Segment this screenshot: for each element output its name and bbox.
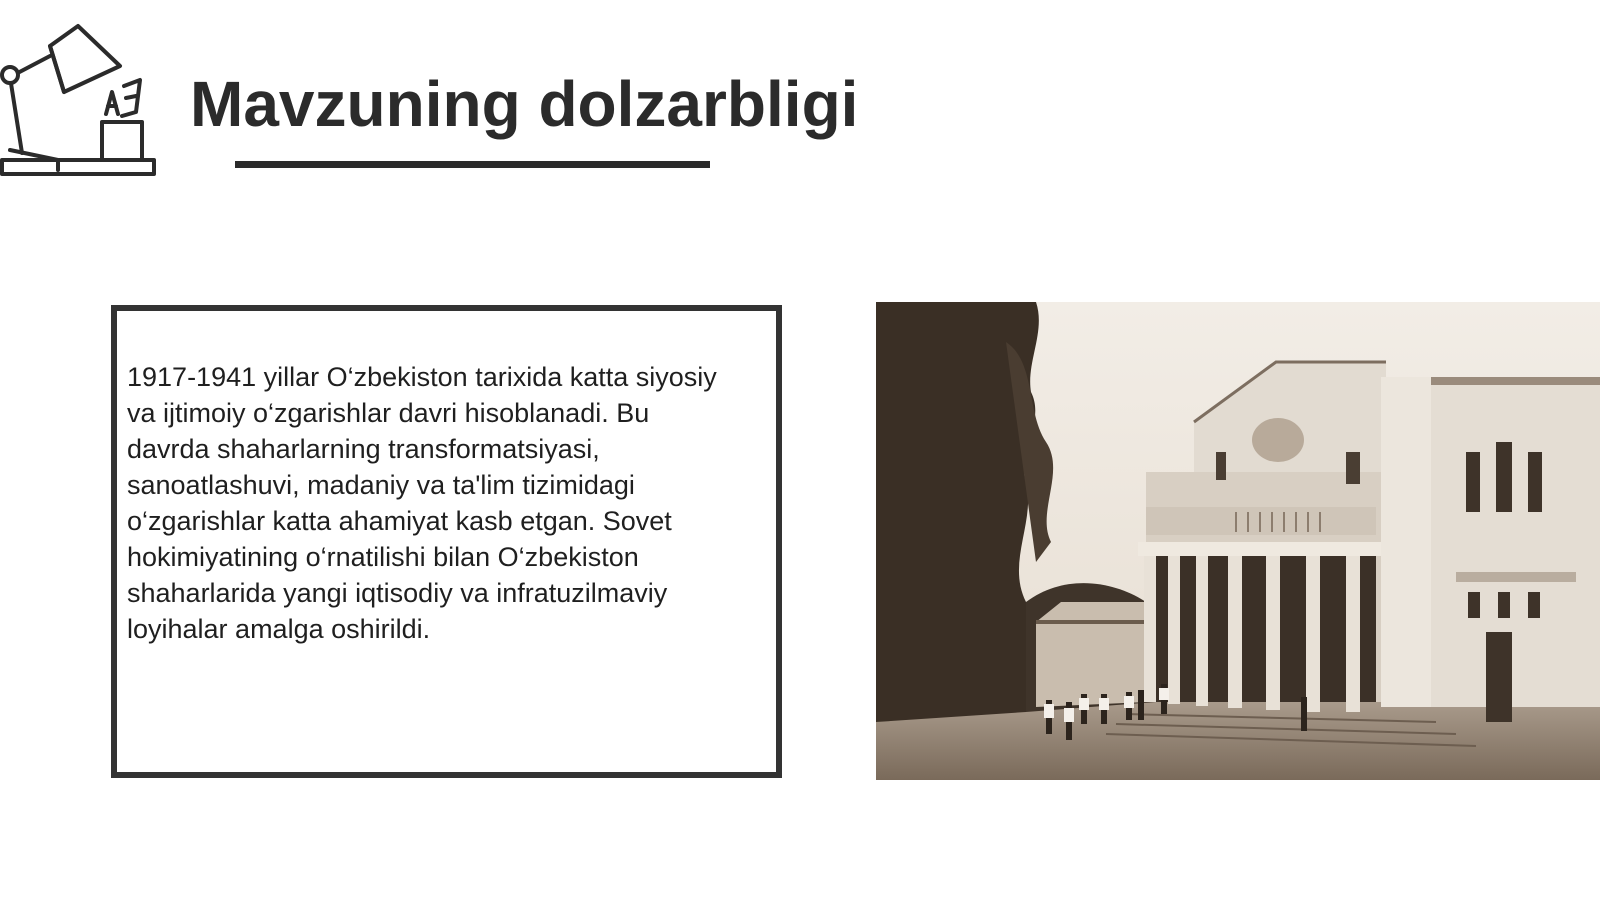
desk-lamp-icon <box>0 20 160 182</box>
slide-title: Mavzuning dolzarbligi <box>190 68 859 140</box>
historic-building-photo <box>876 302 1600 780</box>
text-box <box>111 305 782 778</box>
body-text: 1917-1941 yillar O‘zbekiston tarixida katta siyosiy va ijtimoiy o‘zgarishlar davri hisoblanadi. Bu davrda shaharlarning transformatsiyasi, sanoatlashuvi, madaniy va ta'lim tizimidagi o‘zgarishlar katta ahamiyat kasb etgan. Sovet hokimiyatining o‘rnatilishi bilan O‘zbekiston shaharlarida yangi iqtisodiy va infratuzilmaviy loyihalar amalga oshirildi. <box>127 362 717 644</box>
title-underline <box>235 161 710 168</box>
